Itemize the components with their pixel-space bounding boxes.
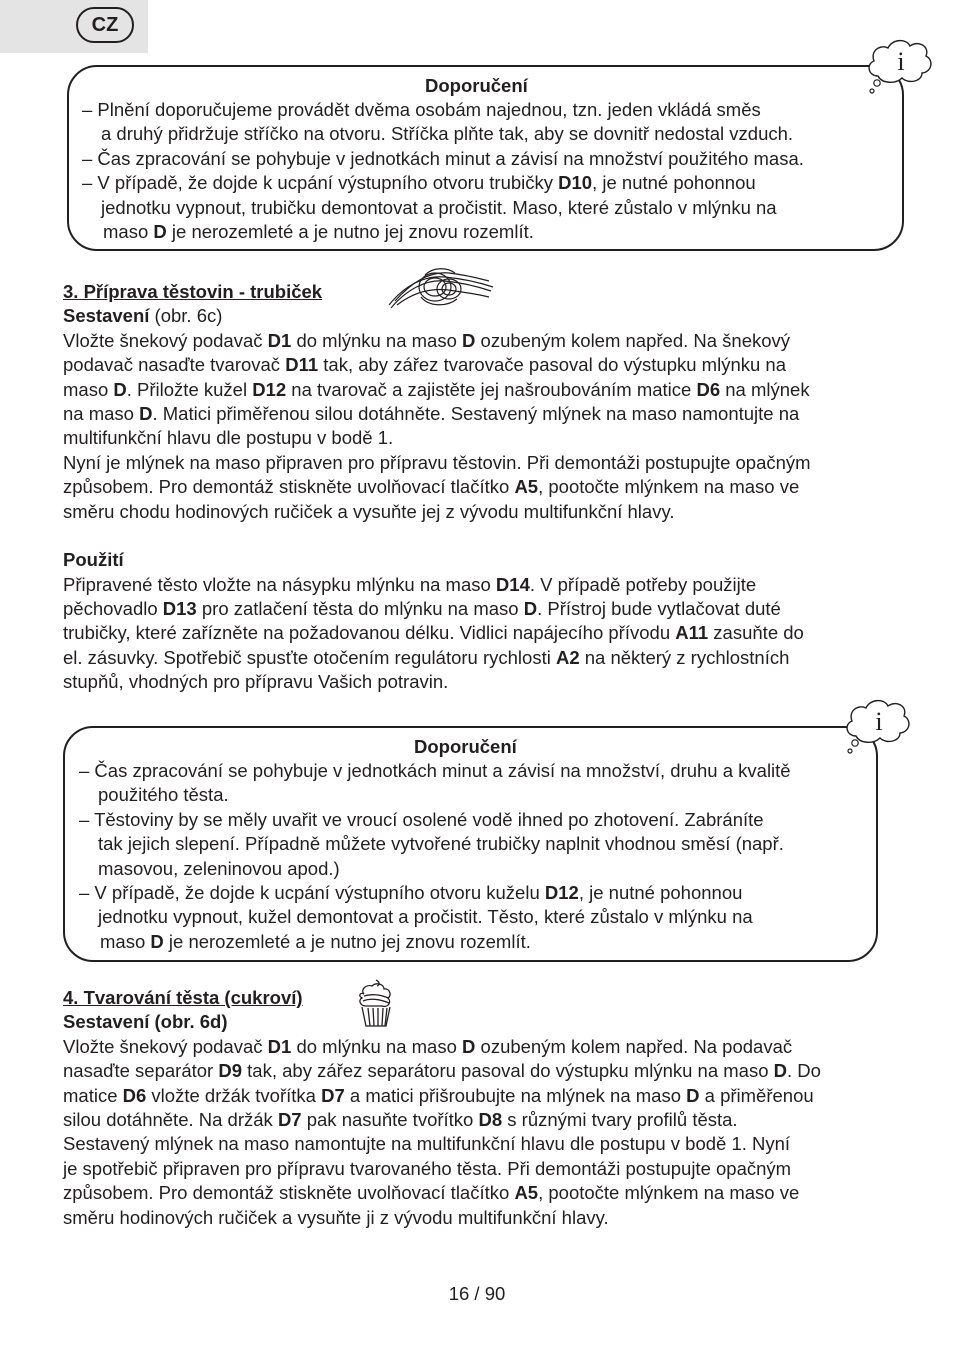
text-segment: na mlýnek	[720, 378, 810, 400]
text-segment: – V případě, že dojde k ucpání výstupního otvoru trubičky	[82, 172, 559, 194]
note-line	[79, 930, 791, 954]
part-reference: D	[773, 1060, 788, 1082]
text-segment: pak nasuňte tvořítko	[301, 1108, 479, 1130]
text-line	[63, 1084, 821, 1108]
part-reference: D12	[544, 881, 579, 903]
text-line	[63, 1157, 821, 1181]
part-reference: D13	[162, 598, 197, 620]
section-dough-shaping	[63, 986, 821, 1230]
text-segment: Nyní je mlýnek na maso připraven pro přípravu těstovin. Při demontáži postupujte opačným	[63, 451, 811, 473]
text-line	[63, 573, 811, 597]
text-segment: tak, aby zářez tvarovače pasoval do výstupku mlýnku na	[318, 354, 786, 376]
text-segment: jednotku vypnout, kužel demontovat a pročistit. Těsto, které zůstalo v mlýnku na	[98, 906, 753, 928]
text-line	[63, 1181, 821, 1205]
info-cloud-icon	[864, 36, 936, 98]
text-segment: směru chodu hodinových ručiček a vysuňte jej z vývodu multifunkční hlavy.	[63, 500, 675, 522]
text-line	[63, 1206, 821, 1230]
text-segment: , je nutné pohonnou	[578, 881, 743, 903]
part-reference: D	[462, 329, 476, 351]
text-segment: trubičky, které zařízněte na požadovanou délku. Vidlici napájecího přívodu	[63, 622, 676, 644]
text-segment: jednotku vypnout, trubičku demontovat a pročistit. Maso, které zůstalo v mlýnku na	[101, 196, 777, 218]
part-reference: D	[686, 1084, 700, 1106]
part-reference: D12	[252, 378, 287, 400]
text-line	[63, 378, 811, 402]
text-line	[63, 1059, 821, 1083]
text-segment: – Čas zpracování se pohybuje v jednotkách minut a závisí na množství použitého masa.	[82, 147, 804, 169]
text-segment: na tvarovač a zajistěte jej našroubováním matice	[286, 378, 697, 400]
recommendation-text	[79, 759, 791, 954]
recommendation-box-1	[67, 65, 904, 251]
note-line	[82, 122, 804, 146]
text-segment: vložte držák tvořítka	[146, 1084, 322, 1106]
part-reference: D9	[218, 1060, 243, 1082]
text-line	[63, 451, 811, 475]
text-line	[63, 621, 811, 645]
blank-line	[63, 524, 811, 548]
text-segment: , pootočte mlýnkem na maso ve	[538, 476, 800, 498]
text-segment: tak jejich slepení. Případně můžete vytvořené trubičky naplnit vhodnou směsí (např.	[98, 833, 784, 855]
text-segment: maso	[100, 930, 151, 952]
part-reference: D1	[267, 1035, 292, 1057]
part-reference: A5	[514, 1182, 539, 1204]
part-reference: D14	[495, 573, 530, 595]
text-segment: silou dotáhněte. Na držák	[63, 1108, 278, 1130]
language-badge: CZ	[76, 7, 134, 43]
text-segment: pěchovadlo	[63, 598, 163, 620]
text-line	[63, 475, 811, 499]
text-segment: . Přístroj bude vytlačovat duté	[537, 598, 781, 620]
text-segment: směru hodinových ručiček a vysuňte ji z vývodu multifunkční hlavy.	[63, 1206, 609, 1228]
page-number: 16 / 90	[448, 1283, 506, 1304]
part-reference: D	[153, 220, 167, 242]
text-segment: . V případě potřeby použijte	[529, 573, 757, 595]
language-tab	[0, 0, 148, 53]
part-reference: A11	[675, 622, 709, 644]
text-segment: do mlýnku na maso	[291, 1035, 463, 1057]
part-reference: D10	[558, 172, 593, 194]
text-segment: je nerozemleté a je nutno jej znovu rozemlít.	[166, 220, 534, 242]
note-line	[82, 98, 804, 122]
part-reference: D6	[696, 378, 721, 400]
text-segment: a přiměřenou	[699, 1084, 814, 1106]
part-reference: D	[150, 930, 164, 952]
text-segment: ozubeným kolem napřed. Na šnekový	[475, 329, 791, 351]
pasta-tubes-illustration	[385, 265, 497, 313]
text-segment: do mlýnku na maso	[291, 329, 463, 351]
note-line	[79, 857, 791, 881]
figure-reference: (obr. 6c)	[149, 305, 223, 327]
text-segment: – Čas zpracování se pohybuje v jednotkách minut a závisí na množství, druhu a kvalitě	[79, 760, 791, 781]
part-reference: D6	[122, 1084, 147, 1106]
text-segment: stupňů, vhodných pro přípravu Vašich potravin.	[63, 671, 449, 693]
note-line	[79, 759, 791, 783]
note-line	[82, 171, 804, 195]
part-reference: D8	[478, 1108, 503, 1130]
part-reference: D7	[321, 1084, 345, 1106]
text-segment: . Přiložte kužel	[126, 378, 253, 400]
text-segment: masovou, zeleninovou apod.)	[98, 857, 340, 879]
text-segment: – Plnění doporučujeme provádět dvěma osobám najednou, tzn. jeden vkládá směs	[82, 99, 761, 120]
recommendation-title: Doporučení	[414, 736, 517, 757]
note-line	[79, 905, 791, 929]
part-reference: D	[462, 1035, 476, 1057]
text-segment: multifunkční hlavu dle postupu v bodě 1.	[63, 427, 394, 449]
text-segment: – Těstoviny by se měly uvařit ve vroucí osolené vodě ihned po zhotovení. Zabráníte	[79, 808, 764, 830]
text-segment: maso	[103, 220, 154, 242]
text-segment: s různými tvary profilů těsta.	[502, 1108, 738, 1130]
assembly-label: Sestavení	[63, 305, 150, 327]
assembly-subheading: Sestavení (obr. 6d)	[63, 1011, 228, 1033]
text-segment: Připravené těsto vložte na násypku mlýnku na maso	[63, 573, 496, 595]
info-cloud-icon	[842, 696, 914, 758]
info-letter: i	[897, 47, 905, 76]
text-line	[63, 1132, 821, 1156]
text-line	[63, 1108, 821, 1132]
note-line	[82, 220, 804, 244]
note-line	[79, 881, 791, 905]
recommendation-title: Doporučení	[425, 75, 528, 96]
text-segment: Sestavený mlýnek na maso namontujte na multifunkční hlavu dle postupu v bodě 1. Nyní	[63, 1133, 791, 1155]
text-segment: – V případě, že dojde k ucpání výstupního otvoru kuželu	[79, 881, 545, 903]
usage-subheading: Použití	[63, 549, 124, 571]
recommendation-box-2	[63, 726, 878, 962]
cupcake-illustration	[354, 976, 398, 1030]
text-segment: . Matici přiměřenou silou dotáhněte. Sestavený mlýnek na maso namontujte na	[152, 402, 800, 424]
section-heading: 4. Tvarování těsta (cukroví)	[63, 987, 303, 1008]
note-line	[79, 808, 791, 832]
text-segment: , pootočte mlýnkem na maso ve	[538, 1182, 800, 1204]
text-segment: na maso	[63, 402, 140, 424]
text-line	[63, 597, 811, 621]
text-line	[63, 402, 811, 426]
usage-paragraph	[63, 573, 811, 695]
note-line	[79, 783, 791, 807]
part-reference: D	[523, 598, 538, 620]
text-segment: způsobem. Pro demontáž stiskněte uvolňovací tlačítko	[63, 476, 515, 498]
text-segment: způsobem. Pro demontáž stiskněte uvolňovací tlačítko	[63, 1182, 515, 1204]
text-segment: použitého těsta.	[98, 784, 229, 806]
note-line	[79, 832, 791, 856]
text-segment: zasuňte do	[708, 622, 804, 644]
part-reference: D1	[267, 329, 292, 351]
text-line	[63, 500, 811, 524]
text-line	[63, 426, 811, 450]
part-reference: A5	[514, 476, 539, 498]
text-segment: je spotřebič připraven pro přípravu tvarovaného těsta. Při demontáži postupujte opačným	[63, 1157, 792, 1179]
text-segment: matice	[63, 1084, 123, 1106]
text-segment: el. zásuvky. Spotřebič spusťte otočením regulátoru rychlosti	[63, 646, 556, 668]
part-reference: D	[139, 402, 153, 424]
text-segment: na některý z rychlostních	[579, 646, 790, 668]
text-segment: maso	[63, 378, 114, 400]
text-line	[63, 646, 811, 670]
part-reference: D11	[285, 354, 319, 376]
assembly-paragraph	[63, 1035, 821, 1230]
text-segment: ozubeným kolem napřed. Na podavač	[475, 1035, 793, 1057]
text-segment: je nerozemleté a je nutno jej znovu rozemlít.	[163, 930, 531, 952]
text-line	[63, 353, 811, 377]
text-segment: , je nutné pohonnou	[592, 172, 756, 194]
text-line	[63, 1035, 821, 1059]
text-segment: pro zatlačení těsta do mlýnku na maso	[196, 598, 524, 620]
text-line	[63, 670, 811, 694]
section-heading: 3. Příprava těstovin - trubiček	[63, 281, 323, 302]
note-line	[82, 147, 804, 171]
text-segment: tak, aby zářez separátoru pasoval do výstupku mlýnku na maso	[242, 1060, 774, 1082]
part-reference: D	[113, 378, 127, 400]
text-segment: nasaďte separátor	[63, 1060, 219, 1082]
section-pasta-tubes	[63, 280, 811, 695]
assembly-paragraph	[63, 329, 811, 524]
text-segment: Vložte šnekový podavač	[63, 1035, 268, 1057]
note-line	[82, 196, 804, 220]
text-segment: . Do	[787, 1060, 821, 1082]
part-reference: A2	[555, 646, 580, 668]
text-segment: a druhý přidržuje stříčko na otvoru. Stříčka plňte tak, aby se dovnitř nedostal vzduch.	[101, 123, 794, 145]
recommendation-text	[82, 98, 804, 244]
text-segment: podavač nasaďte tvarovač	[63, 354, 286, 376]
text-line	[63, 329, 811, 353]
text-segment: Vložte šnekový podavač	[63, 329, 268, 351]
text-segment: a matici přišroubujte na mlýnek na maso	[344, 1084, 687, 1106]
part-reference: D7	[277, 1108, 302, 1130]
info-letter: i	[875, 707, 883, 736]
